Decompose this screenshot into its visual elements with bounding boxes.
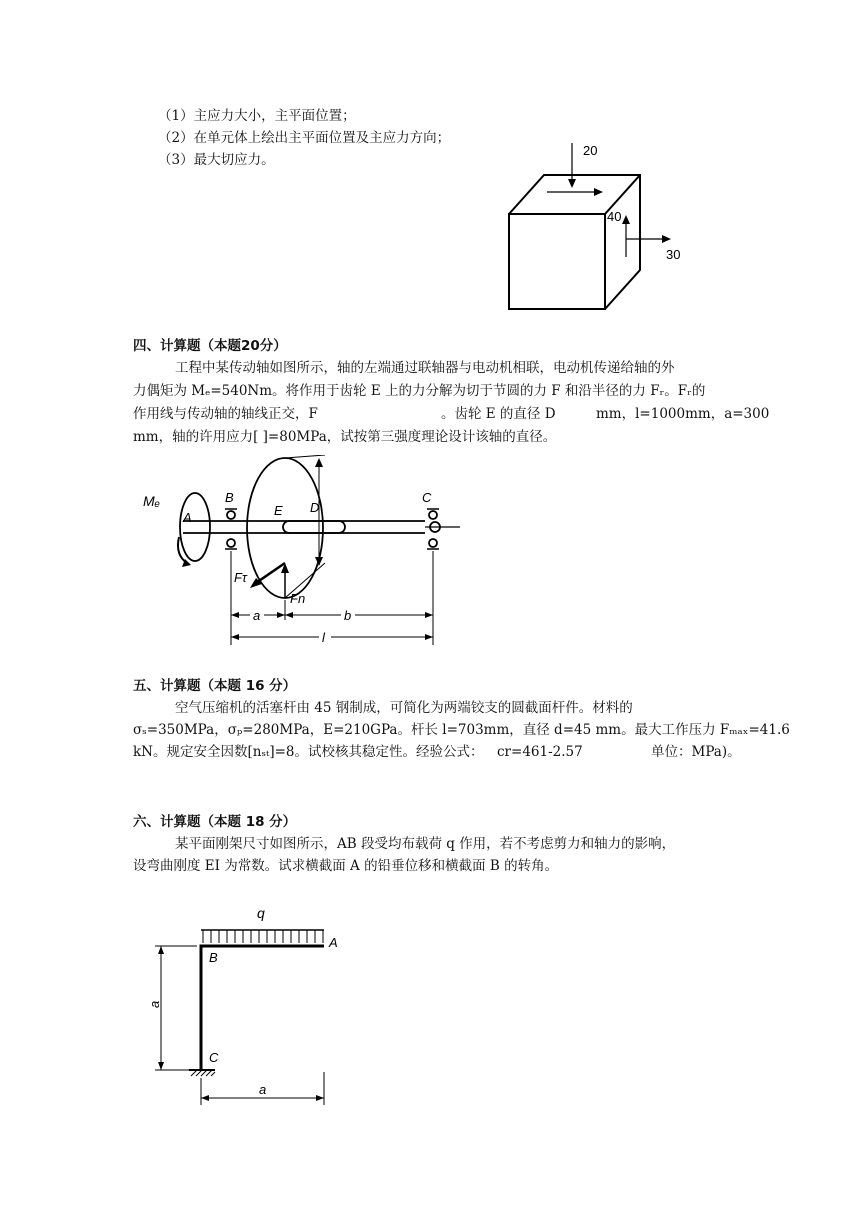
q5-line-3c: 单位：MPa)。 <box>651 744 741 760</box>
q4-line-1: 工程中某传动轴如图所示，轴的左端通过联轴器与电动机相联，电动机传递给轴的外 <box>175 360 675 376</box>
cube-label-right: 30 <box>666 247 681 262</box>
label-me: Mₑ <box>143 493 161 509</box>
q4-line-3a: 作用线与传动轴的轴线正交，F <box>133 406 318 422</box>
q4-line-4: mm，轴的许用应力[ ]=80MPa，试按第三强度理论设计该轴的直径。 <box>133 429 557 445</box>
frame-label-a-horizontal: a <box>259 1082 267 1097</box>
label-b-point: B <box>225 490 234 505</box>
label-e-point: E <box>274 503 283 518</box>
item-3: （3）最大切应力。 <box>158 152 275 168</box>
shaft-diagram <box>135 455 475 655</box>
item-2: （2）在单元体上绘出主平面位置及主应力方向； <box>158 130 451 146</box>
frame-label-a-point: A <box>329 935 338 950</box>
frame-diagram <box>145 900 365 1110</box>
cube-label-side: 40 <box>607 209 622 224</box>
q6-line-2: 设弯曲刚度 EI 为常数。试求横截面 A 的铅垂位移和横截面 B 的转角。 <box>133 858 559 874</box>
label-fn: Fn <box>290 591 306 606</box>
q6-line-1: 某平面刚架尺寸如图所示，AB 段受均布载荷 q 作用，若不考虑剪力和轴力的影响， <box>175 836 676 852</box>
q5-title: 五、计算题（本题 16 分） <box>133 678 297 694</box>
label-ft: Fτ <box>234 570 247 585</box>
label-c-point: C <box>422 490 432 505</box>
q4-line-2: 力偶矩为 Mₑ=540Nm。将作用于齿轮 E 上的力分解为切于节圆的力 F 和沿半径的力 Fᵣ。Fᵣ的 <box>133 383 706 399</box>
label-l-dim: l <box>322 630 325 645</box>
label-a-point: A <box>183 510 192 525</box>
frame-label-a-vertical: a <box>147 1000 162 1008</box>
q5-line-2: σₛ=350MPa，σₚ=280MPa，E=210GPa。杆长 l=703mm，直径 d=45 mm。最大工作压力 Fₘₐₓ=41.6 <box>133 722 790 738</box>
q4-title: 四、计算题（本题20分） <box>133 338 287 354</box>
label-a-dim: a <box>253 608 261 623</box>
frame-label-c-point: C <box>209 1050 219 1065</box>
q6-title: 六、计算题（本题 18 分） <box>133 814 297 830</box>
stress-element-diagram <box>500 135 740 335</box>
q5-line-1: 空气压缩机的活塞杆由 45 钢制成，可简化为两端铰支的圆截面杆件。材料的 <box>175 700 633 716</box>
label-d: D <box>310 500 320 515</box>
q4-line-3c: mm，l=1000mm，a=300 <box>596 406 770 422</box>
cube-label-top: 20 <box>583 143 598 158</box>
q5-line-3a: kN。规定安全因数[nₛₜ]=8。试校核其稳定性。经验公式： <box>133 744 484 760</box>
frame-label-q: q <box>257 905 265 921</box>
q5-line-3b: cr=461-2.57 <box>497 744 583 760</box>
q4-line-3b: 。齿轮 E 的直径 D <box>441 406 556 422</box>
item-1: （1）主应力大小，主平面位置； <box>158 108 356 124</box>
frame-label-b-point: B <box>209 950 218 965</box>
label-b-dim: b <box>344 608 352 623</box>
